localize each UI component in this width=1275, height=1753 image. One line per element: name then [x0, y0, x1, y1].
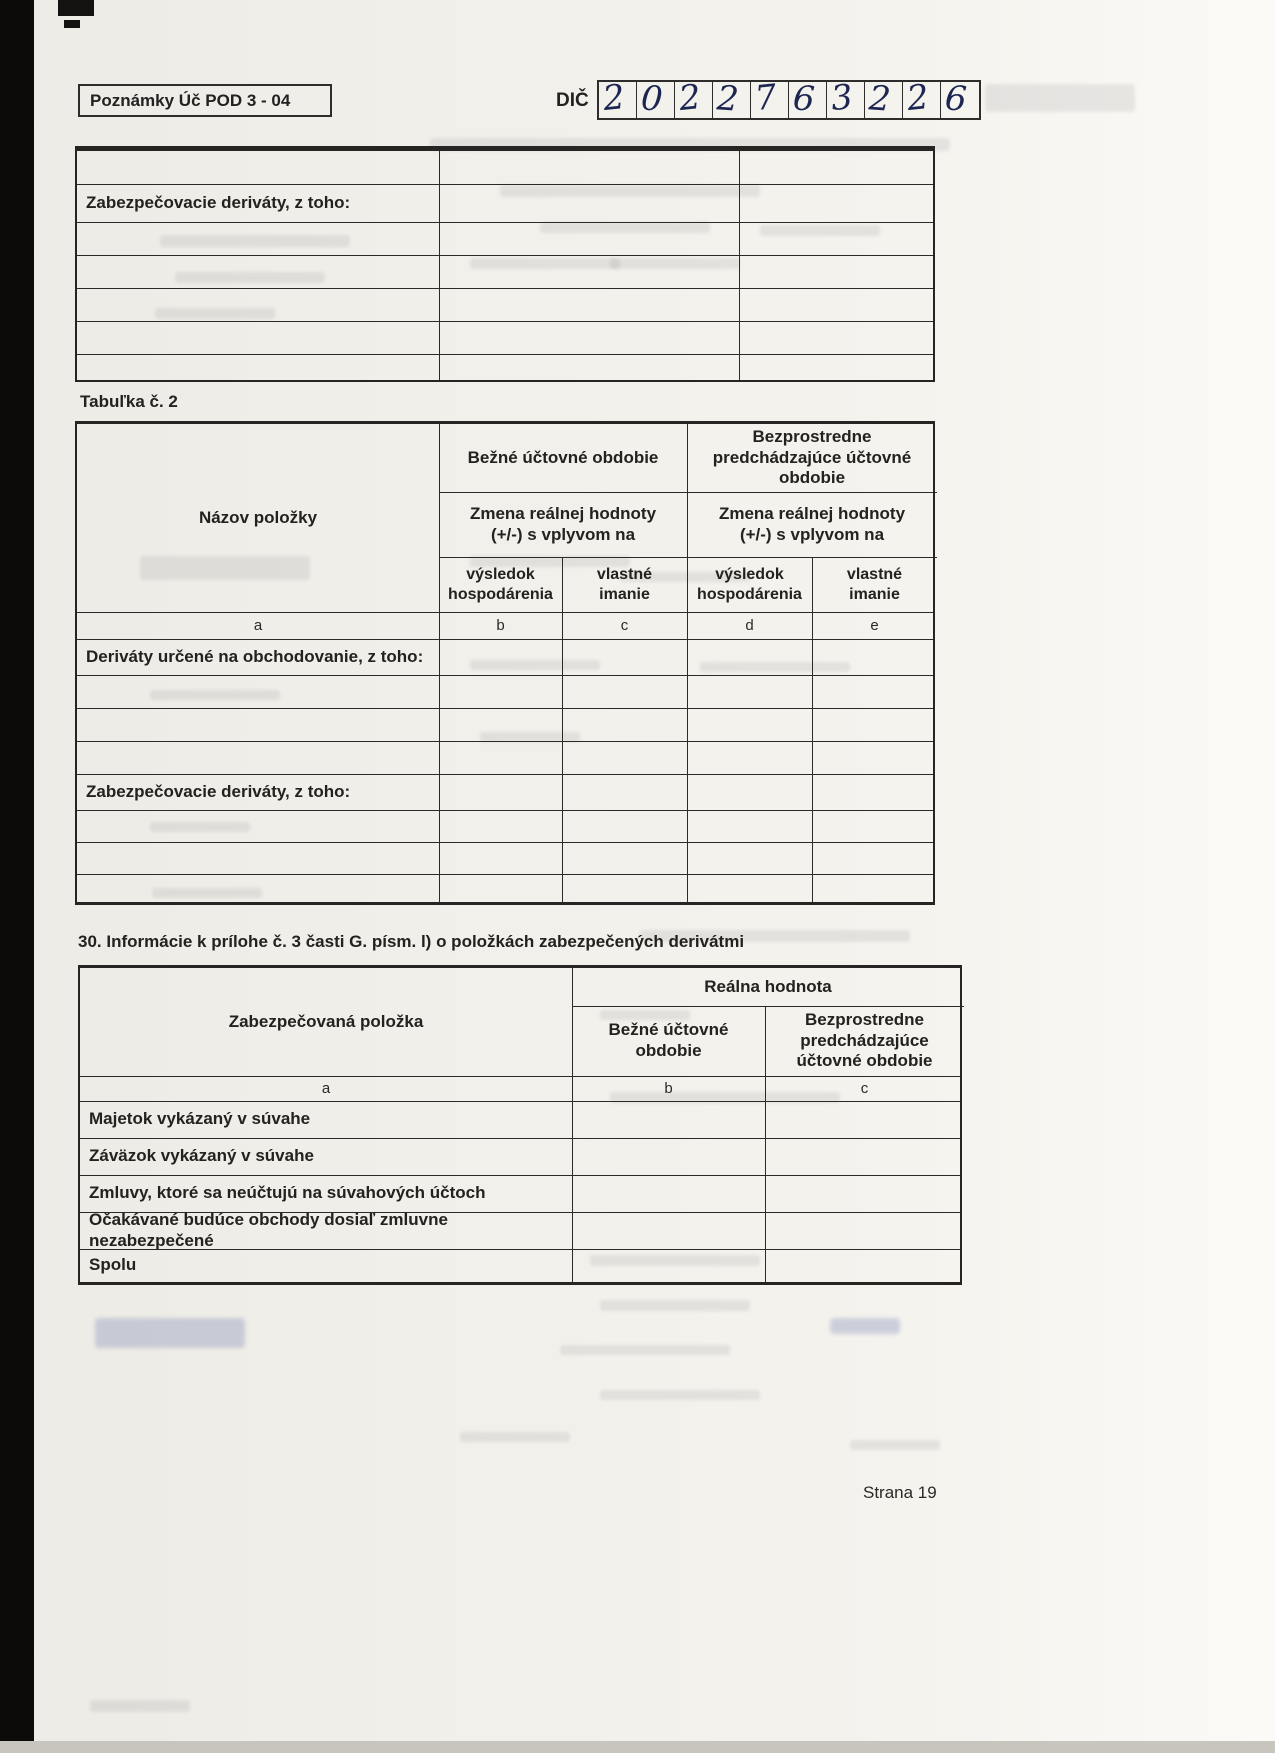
- col-realna-hodnota: Reálna hodnota: [704, 976, 832, 996]
- row-ocakavane-obchody: Očakávané budúce obchody dosiaľ zmluvne nezabezpečené: [89, 1209, 448, 1250]
- col-bezprostredne-obdobie-30: Bezprostredne predchádzajúce účtovné obdobie: [796, 1009, 933, 1071]
- bleedthrough-artifact: [600, 1390, 760, 1400]
- dic-label: DIČ: [556, 90, 589, 111]
- row-spolu: Spolu: [89, 1255, 137, 1275]
- dic-digit: 3: [828, 76, 855, 120]
- col-vysledok-hospodarenia-1: výsledok hospodárenia: [448, 565, 553, 603]
- row-majetok-vykazany: Majetok vykázaný v súvahe: [89, 1109, 311, 1129]
- grid-line: [77, 810, 933, 811]
- grid-line: [739, 151, 740, 380]
- column-letter: b: [664, 1080, 673, 1097]
- grid-line: [80, 1076, 960, 1077]
- grid-line: [77, 741, 933, 742]
- dic-digit-cell: [713, 78, 751, 120]
- scan-edge-left: [0, 0, 34, 1753]
- bleedthrough-artifact: [560, 1345, 730, 1355]
- column-letter: a: [321, 1080, 331, 1097]
- column-letter: e: [870, 617, 879, 634]
- scan-edge-bottom: [0, 1741, 1275, 1753]
- table2: [75, 421, 935, 905]
- grid-line: [77, 675, 933, 676]
- col-zmena-realnej-previous: Zmena reálnej hodnoty (+/-) s vplyvom na: [718, 503, 906, 544]
- dic-digit-cell: [675, 76, 713, 120]
- bleedthrough-artifact: [830, 1318, 900, 1334]
- row-label-trading-derivatives: Deriváty určené na obchodovanie, z toho:: [86, 646, 424, 666]
- dic-digit-cell: [941, 78, 979, 120]
- table2-caption: Tabuľka č. 2: [80, 392, 178, 411]
- column-letter: c: [620, 617, 629, 634]
- column-letter: b: [496, 617, 505, 634]
- dic-digit: 7: [752, 76, 779, 120]
- scan-mark: [58, 0, 94, 16]
- dic-digit-cell: [599, 76, 637, 120]
- top-table: [75, 146, 935, 382]
- grid-line: [77, 874, 933, 875]
- page-number: Strana 19: [863, 1483, 937, 1502]
- dic-digit: 2: [867, 78, 892, 120]
- row-label-hedging-derivatives: Zabezpečovacie deriváty, z toho:: [86, 192, 351, 212]
- col-bezne-obdobie: Bežné účtovné obdobie: [467, 447, 659, 467]
- grid-line: [77, 255, 933, 256]
- dic-digit: 2: [904, 76, 931, 120]
- grid-line: [77, 354, 933, 355]
- dic-digit-cell: [827, 76, 865, 120]
- bleedthrough-artifact: [985, 84, 1135, 112]
- col-vlastne-imanie-2: vlastné imanie: [846, 565, 903, 603]
- col-bezne-obdobie-30: Bežné účtovné obdobie: [608, 1020, 729, 1060]
- grid-line: [77, 321, 933, 322]
- bleedthrough-artifact: [90, 1700, 190, 1712]
- dic-digit: 6: [791, 78, 816, 120]
- bleedthrough-artifact: [600, 1300, 750, 1311]
- grid-line: [77, 288, 933, 289]
- row-label-hedging-derivatives: Zabezpečovacie deriváty, z toho:: [86, 781, 351, 801]
- grid-line: [77, 708, 933, 709]
- grid-line: [439, 151, 440, 380]
- grid-line: [77, 612, 933, 613]
- section30-title: 30. Informácie k prílohe č. 3 časti G. písm. l) o položkách zabezpečených derivátmi: [78, 932, 745, 951]
- section30-table: [78, 965, 962, 1285]
- dic-digit-cell: [637, 78, 675, 120]
- dic-digit-cell: [751, 76, 789, 120]
- row-zmluvy-neuctovane: Zmluvy, ktoré sa neúčtujú na súvahových účtoch: [89, 1183, 486, 1203]
- dic-digit-boxes: [597, 76, 981, 120]
- column-letter: c: [860, 1080, 869, 1097]
- bleedthrough-artifact: [850, 1440, 940, 1450]
- column-letter: d: [745, 617, 754, 634]
- grid-line: [77, 842, 933, 843]
- col-zabezpecovana-polozka: Zabezpečovaná položka: [228, 1011, 424, 1031]
- dic-digit: 0: [639, 78, 664, 120]
- dic-digit: 2: [676, 76, 703, 120]
- grid-line: [77, 222, 933, 223]
- form-code-label: Poznámky Úč POD 3 - 04: [90, 90, 291, 110]
- dic-digit-cell: [865, 78, 903, 120]
- dic-digit-cell: [903, 76, 941, 120]
- dic-digit: 2: [715, 78, 740, 120]
- bleedthrough-artifact: [95, 1318, 245, 1348]
- form-code-box: [78, 84, 332, 117]
- row-zavazok-vykazany: Záväzok vykázaný v súvahe: [89, 1146, 314, 1166]
- dic-digit: 2: [600, 76, 627, 120]
- scan-mark: [64, 20, 80, 28]
- bleedthrough-artifact: [460, 1432, 570, 1442]
- col-zmena-realnej-current: Zmena reálnej hodnoty (+/-) s vplyvom na: [469, 503, 657, 544]
- dic-digit-cell: [789, 78, 827, 120]
- col-nazov-polozky: Názov položky: [198, 507, 318, 527]
- col-vlastne-imanie-1: vlastné imanie: [596, 565, 653, 603]
- column-letter: a: [253, 617, 263, 634]
- col-vysledok-hospodarenia-2: výsledok hospodárenia: [697, 565, 802, 603]
- col-bezprostredne-obdobie: Bezprostredne predchádzajúce účtovné obdobie: [712, 426, 912, 488]
- dic-digit: 6: [943, 78, 968, 120]
